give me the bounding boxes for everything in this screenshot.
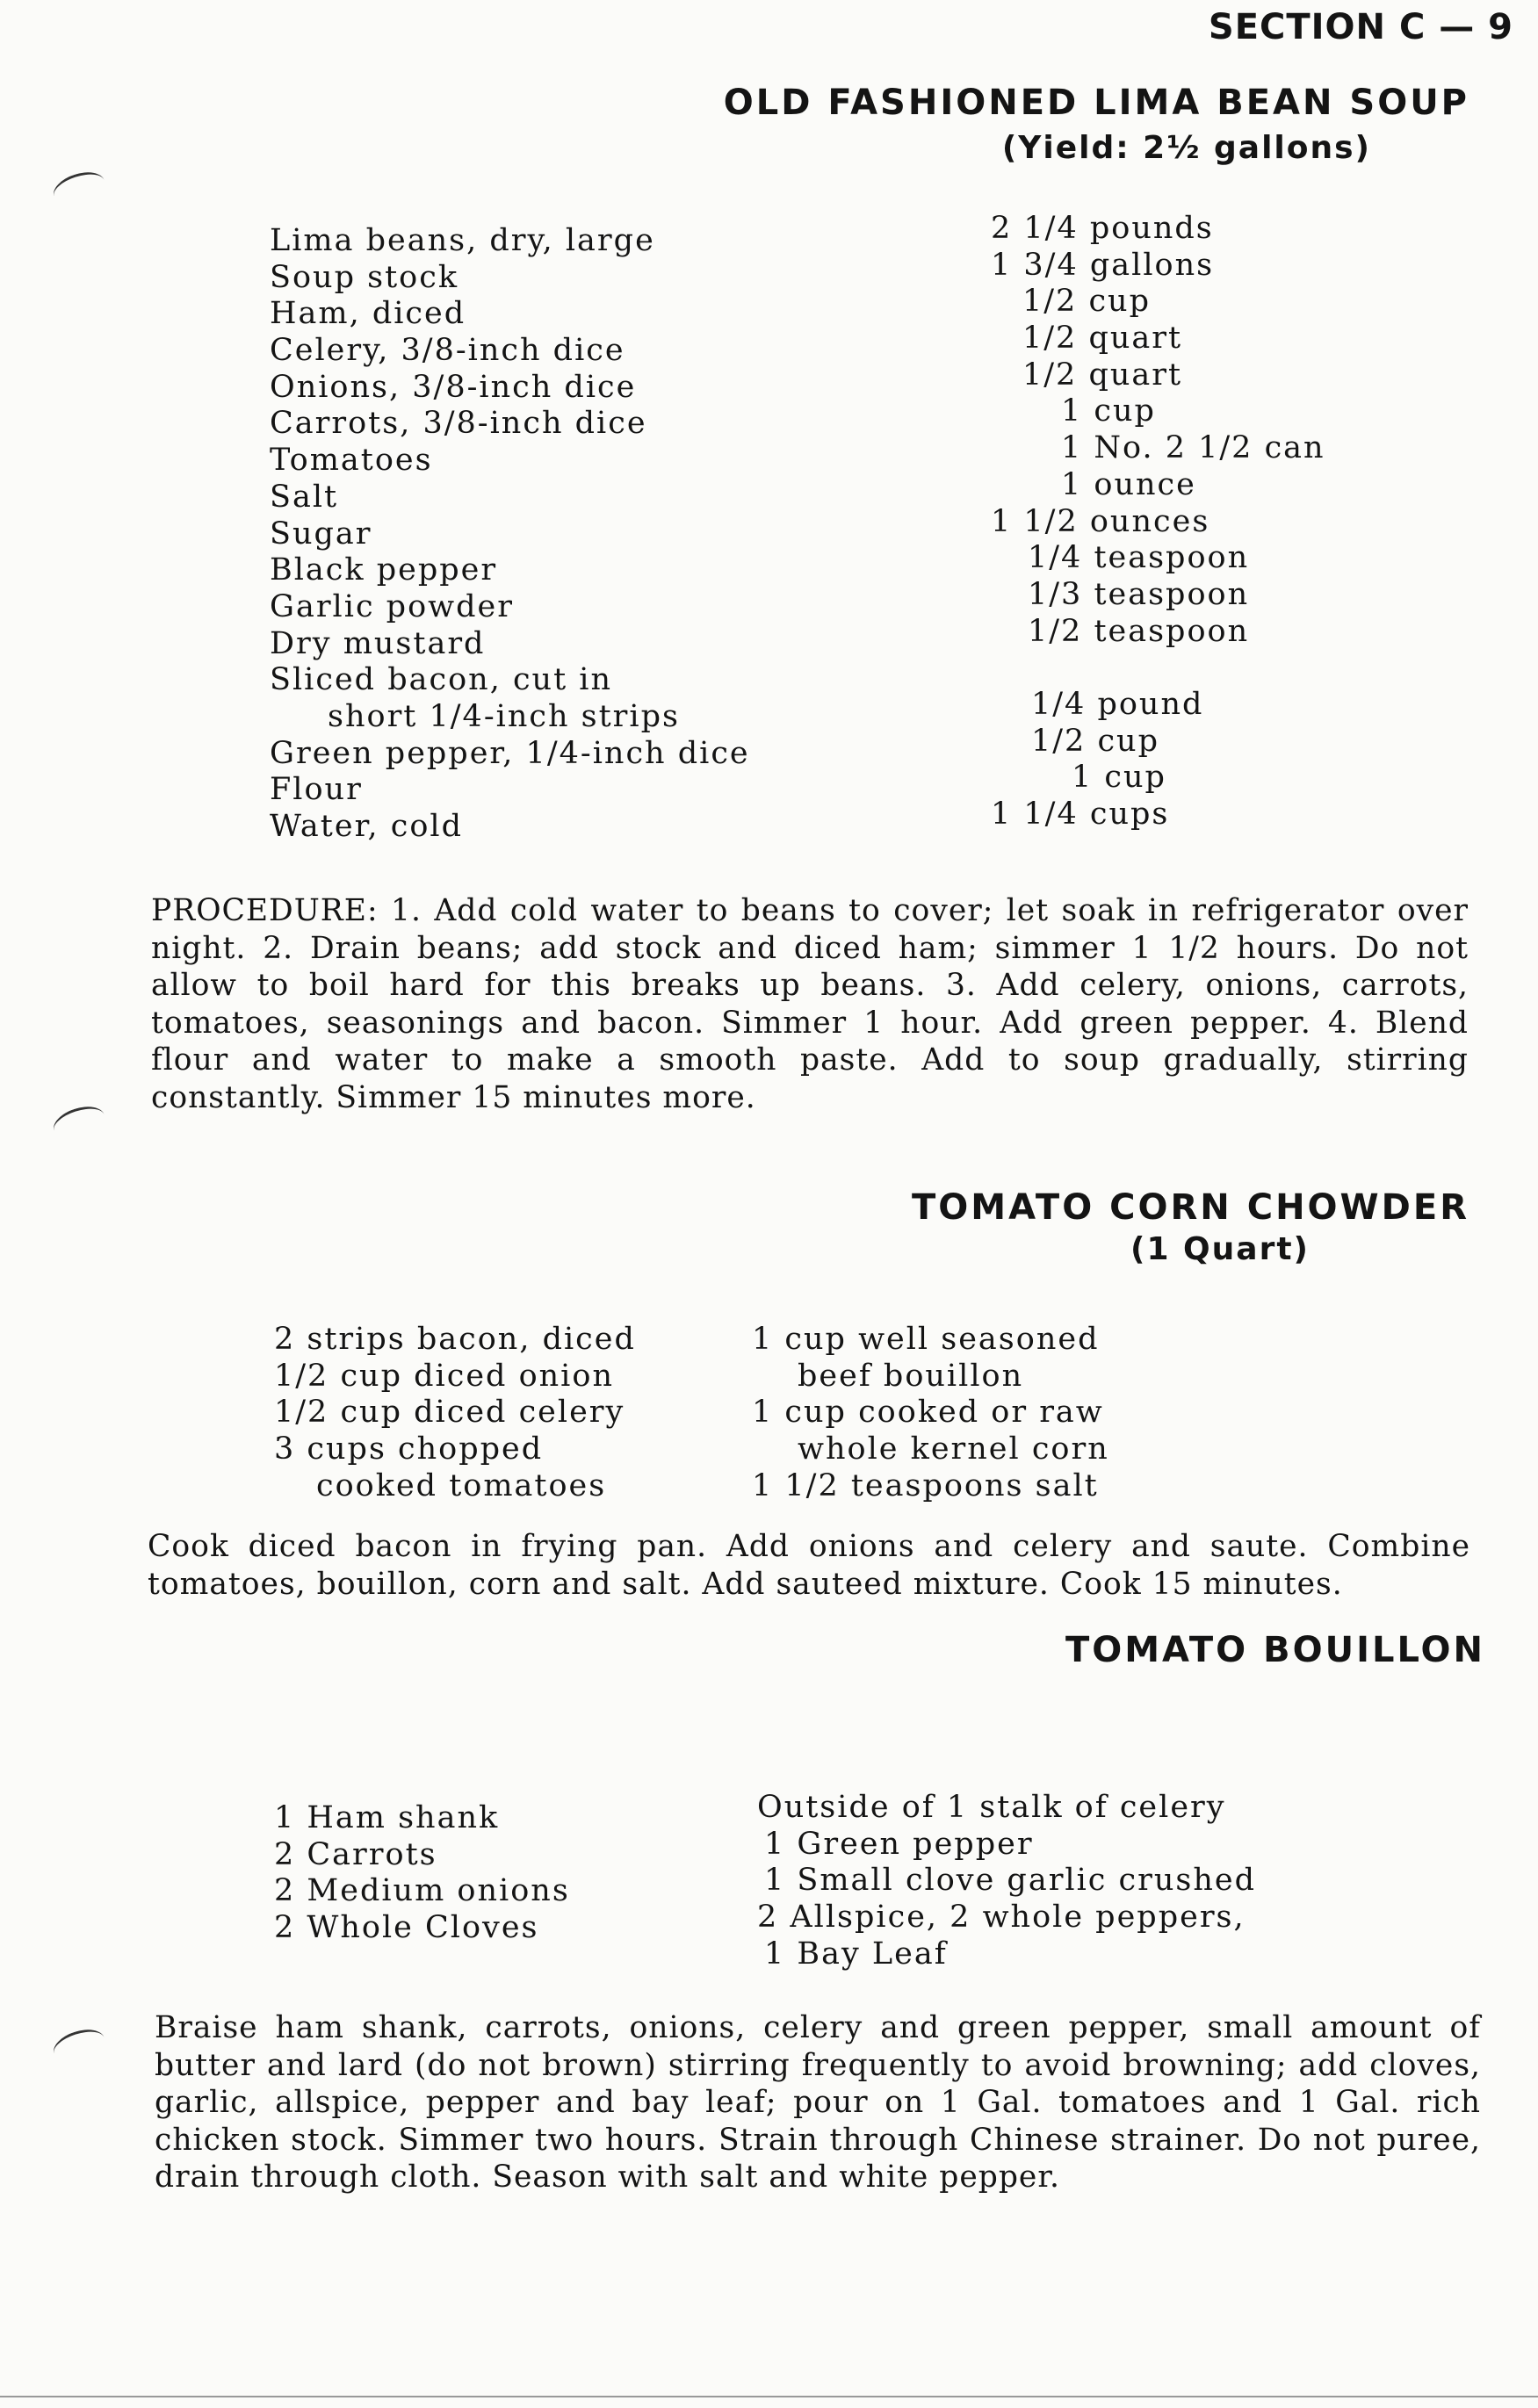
bouillon-ingredient: 2 Carrots — [274, 1836, 437, 1872]
bouillon-title: TOMATO BOUILLON — [1065, 1630, 1485, 1670]
chowder-title: TOMATO CORN CHOWDER — [911, 1187, 1469, 1228]
lima-ingredient-name: Dry mustard — [270, 625, 486, 661]
chowder-ingredient: 1 cup well seasoned — [752, 1322, 1100, 1357]
lima-ingredient-amount: 1 cup — [1061, 393, 1156, 429]
lima-ingredient-name: Sliced bacon, cut in — [270, 662, 613, 698]
lima-ingredient-amount: 1 3/4 gallons — [991, 247, 1215, 283]
lima-ingredient-amount: 1/2 teaspoon — [1028, 613, 1250, 649]
chowder-ingredient: 2 strips bacon, diced — [274, 1322, 636, 1357]
chowder-ingredient: cooked tomatoes — [316, 1467, 607, 1503]
lima-ingredient-name: Salt — [270, 479, 339, 515]
lima-soup-title: OLD FASHIONED LIMA BEAN SOUP — [723, 83, 1469, 123]
bouillon-ingredient: 2 Whole Cloves — [274, 1910, 539, 1946]
lima-ingredient-name: short 1/4-inch strips — [328, 698, 680, 734]
bouillon-ingredients-right — [757, 1790, 1256, 1972]
chowder-procedure: Cook diced bacon in frying pan. Add onions and celery and saute. Combine tomatoes, bouillon, corn and salt. Add sauteed mixture. Cook 15 minutes. — [148, 1529, 1470, 1602]
lima-ingredient-amount: 1/4 teaspoon — [1028, 540, 1250, 576]
chowder-ingredient: 1/2 cup diced onion — [274, 1358, 614, 1394]
chowder-ingredients-right — [752, 1322, 1109, 1504]
bouillon-procedure: Braise ham shank, carrots, onions, celery and green pepper, small amount of butter and lard (do not brown) stirring frequently to avoid browning; add cloves, garlic, allspice, pepper and bay leaf; pour on 1 Gal. tomatoes and 1 Gal. rich chicken stock. Simmer two hours. Strain through Chinese strainer. Do not puree, drain through cloth. Season with salt and white pepper. — [155, 2010, 1481, 2195]
lima-ingredient-name: Flour — [270, 772, 363, 808]
binder-hole-mark — [49, 1101, 108, 1145]
lima-ingredient-name: Tomatoes — [270, 443, 433, 479]
chowder-ingredient: 1/2 cup diced celery — [274, 1395, 625, 1431]
lima-procedure: PROCEDURE: 1. Add cold water to beans to cover; let soak in refrigerator over night. 2. Drain beans; add stock and diced ham; simmer 1 1/2 hours. Do not allow to boil hard for this breaks up beans. 3. Add celery, onions, carrots, tomatoes, seasonings and bacon. Simmer 1 hour. Add green pepper. 4. Blend flour and water to make a smooth paste. Add to soup gradually, stirring constantly. Simmer 15 minutes more. — [151, 893, 1469, 1115]
bouillon-ingredients-left — [274, 1800, 570, 1947]
chowder-ingredient: 3 cups chopped — [274, 1431, 544, 1467]
lima-ingredient-amount: 1 1/2 ounces — [991, 503, 1210, 539]
bouillon-ingredient: 2 Allspice, 2 whole peppers, — [757, 1900, 1246, 1936]
lima-ingredient-amount: 1 ounce — [1061, 466, 1196, 502]
binder-hole-mark — [49, 167, 108, 211]
chowder-ingredient: whole kernel corn — [798, 1431, 1109, 1467]
lima-ingredient-name: Green pepper, 1/4-inch dice — [270, 735, 750, 771]
lima-ingredient-amount: 2 1/4 pounds — [991, 211, 1214, 246]
lima-ingredient-amount: 1 1/4 cups — [991, 797, 1170, 832]
lima-ingredient-name: Carrots, 3/8-inch dice — [270, 406, 647, 442]
lima-ingredient-name: Ham, diced — [270, 296, 466, 332]
lima-ingredient-name: Sugar — [270, 515, 372, 552]
lima-ingredient-amount: 1/2 quart — [1022, 357, 1183, 393]
lima-ingredient-name: Lima beans, dry, large — [270, 223, 655, 258]
chowder-ingredient: beef bouillon — [798, 1358, 1024, 1394]
lima-ingredient-amount: 1 cup — [1072, 760, 1166, 796]
bouillon-ingredient: Outside of 1 stalk of celery — [757, 1790, 1226, 1825]
lima-ingredient-names — [270, 223, 750, 846]
bouillon-ingredient: 1 Ham shank — [274, 1800, 500, 1835]
lima-ingredient-amount — [991, 650, 1325, 687]
binder-hole-mark — [49, 2024, 108, 2068]
lima-ingredient-amounts — [991, 211, 1325, 833]
page-bottom-edge — [0, 2396, 1538, 2397]
lima-ingredient-amount: 1/4 pound — [1031, 686, 1204, 722]
bouillon-ingredient: 1 Bay Leaf — [764, 1936, 948, 1972]
bouillon-ingredient: 1 Green pepper — [764, 1826, 1034, 1862]
chowder-ingredient: 1 cup cooked or raw — [752, 1395, 1104, 1431]
chowder-ingredients-left — [274, 1322, 636, 1504]
chowder-yield: (1 Quart) — [1130, 1231, 1310, 1267]
lima-ingredient-amount: 1 No. 2 1/2 can — [1061, 430, 1325, 466]
section-header: SECTION C — 9 — [1208, 7, 1513, 47]
lima-soup-yield: (Yield: 2½ gallons) — [1001, 130, 1371, 166]
chowder-ingredient: 1 1/2 teaspoons salt — [752, 1467, 1099, 1503]
lima-ingredient-amount: 1/2 quart — [1022, 321, 1183, 357]
lima-ingredient-name: Black pepper — [270, 552, 498, 588]
lima-ingredient-amount: 1/2 cup — [1031, 723, 1160, 759]
bouillon-ingredient: 1 Small clove garlic crushed — [764, 1863, 1257, 1899]
lima-ingredient-name: Garlic powder — [270, 588, 514, 624]
lima-ingredient-amount: 1/2 cup — [1022, 284, 1152, 320]
lima-ingredient-name: Onions, 3/8-inch dice — [270, 369, 637, 405]
lima-ingredient-name: Soup stock — [270, 259, 459, 295]
lima-ingredient-amount: 1/3 teaspoon — [1028, 576, 1250, 612]
lima-ingredient-name: Celery, 3/8-inch dice — [270, 333, 625, 369]
lima-ingredient-name: Water, cold — [270, 809, 463, 844]
bouillon-ingredient: 2 Medium onions — [274, 1873, 570, 1909]
